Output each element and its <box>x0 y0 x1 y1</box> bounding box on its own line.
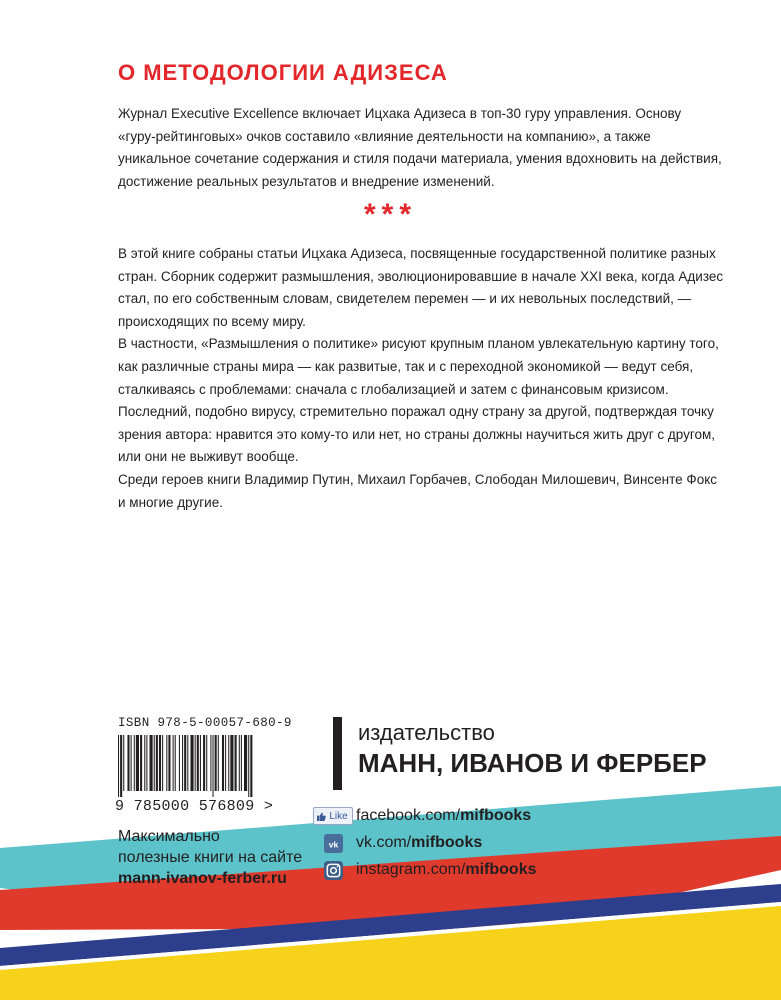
instagram-prefix: instagram.com/ <box>356 861 466 878</box>
instagram-handle: mifbooks <box>465 861 537 878</box>
intro-paragraph <box>118 103 722 193</box>
text-line: Журнал Executive Excellence включает Ицхака Адизеса в топ-30 гуру управления. Основу <box>118 106 682 121</box>
text-line: или они не выживут вообще. <box>118 449 299 465</box>
barcode-icon <box>114 735 254 797</box>
text-line: сталкиваясь с проблемами: сначала с глобализацией и затем с финансовым кризисом. <box>118 381 669 397</box>
text-line: уникальное сочетание содержания и стиля подачи материала, умения вдохновить на действия, <box>118 151 722 167</box>
instagram-link[interactable] <box>310 858 590 882</box>
text-line: достижение реальных результатов и внедрение изменений. <box>118 173 495 189</box>
facebook-prefix: facebook.com/ <box>356 807 461 824</box>
website-link[interactable]: mann-ivanov-ferber.ru <box>118 870 287 887</box>
text-line: В этой книге собраны статьи Ицхака Адизеса, посвященные государственной политике разных <box>118 246 716 261</box>
tagline-line: Максимально <box>118 828 220 845</box>
facebook-handle: mifbooks <box>460 807 532 824</box>
vk-prefix: vk.com/ <box>356 834 412 851</box>
publisher-label: издательство <box>358 720 495 745</box>
vk-link[interactable] <box>310 831 590 855</box>
facebook-like-icon <box>313 807 352 825</box>
tagline-line: полезные книги на сайте <box>118 849 303 866</box>
text-line: происходящих по всему миру. <box>118 313 306 329</box>
tagline <box>118 826 302 889</box>
text-line: Последний, подобно вирусу, стремительно поражал одну страну за другой, подтверждая точку <box>118 404 714 420</box>
barcode-number: 9 785000 576809 > <box>115 798 274 815</box>
text-line: Среди героев книги Владимир Путин, Михаил Горбачев, Слободан Милошевич, Винсенте Фокс <box>118 471 718 487</box>
section-separator: *** <box>363 198 418 231</box>
vk-handle: mifbooks <box>411 834 483 851</box>
publisher-name: МАНН, ИВАНОВ И ФЕРБЕР <box>358 748 707 778</box>
publisher-bracket-icon <box>333 717 342 790</box>
text-line: В частности, «Размышления о политике» рисуют крупным планом увлекательную картину того, <box>118 336 719 352</box>
text-line: стран. Сборник содержит размышления, эволюционировавшие в начале XXI века, когда Адизес <box>118 268 724 284</box>
text-line: зрения автора: нравится это кому-то или нет, но страны должны научиться жить друг с другом, <box>118 426 716 442</box>
text-line: и многие другие. <box>118 494 223 510</box>
instagram-icon <box>324 861 343 880</box>
vk-icon <box>324 834 343 853</box>
isbn-label: ISBN 978-5-00057-680-9 <box>118 716 292 730</box>
text-line: стал, по его собственным словам, свидетелем перемен — и их невольных последствий, — <box>118 291 692 307</box>
svg-text:vk: vk <box>328 838 338 849</box>
like-label: Like <box>329 810 348 822</box>
thumbs-up-icon <box>317 812 326 821</box>
facebook-link[interactable] <box>310 804 590 828</box>
section-heading: О МЕТОДОЛОГИИ АДИЗЕСА <box>118 60 448 85</box>
text-line: «гуру-рейтинговых» очков составило «влияние деятельности на компанию», а также <box>118 128 651 144</box>
description-paragraph <box>118 243 724 514</box>
text-line: как различные страны мира — как развитые, так и с переходной экономикой — ведут себя, <box>118 358 694 374</box>
